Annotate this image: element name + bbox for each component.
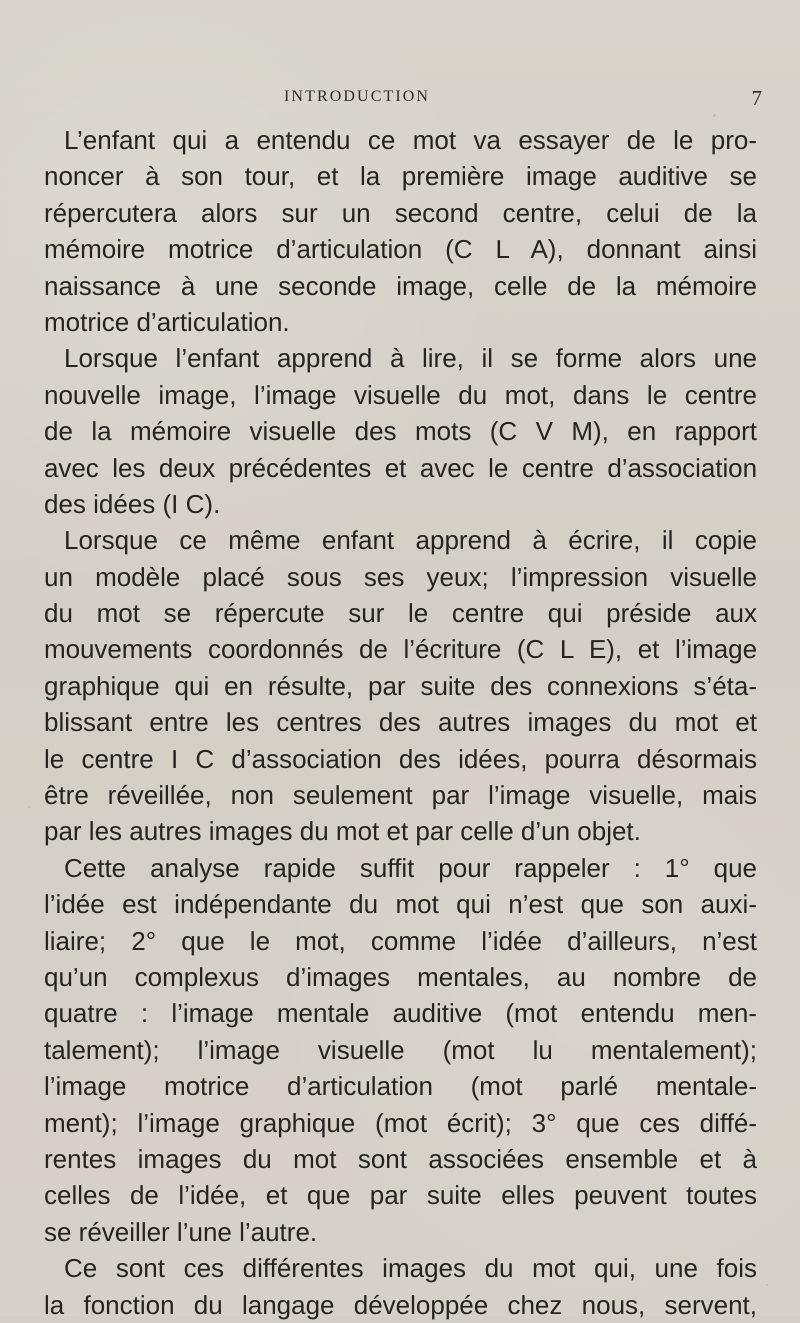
paper-speck xyxy=(28,806,30,808)
running-head: INTRODUCTION xyxy=(284,88,431,105)
page-number: 7 xyxy=(751,86,762,110)
text-line: mémoire motrice d’articulation (C L A), donnant ainsi xyxy=(44,234,757,265)
text-line: blissant entre les centres des autres images du mot et xyxy=(44,707,757,738)
body-text xyxy=(44,122,757,1323)
text-line: naissance à une seconde image, celle de la mémoire xyxy=(44,270,757,301)
text-line: Lorsque ce même enfant apprend à écrire, il copie xyxy=(64,525,757,556)
text-line: noncer à son tour, et la première image auditive se xyxy=(44,161,757,192)
text-line: motrice d’articulation. xyxy=(44,306,290,337)
paper-speck xyxy=(766,1284,768,1286)
text-line: nouvelle image, l’image visuelle du mot, dans le centre xyxy=(44,379,757,410)
text-line: du mot se répercute sur le centre qui préside aux xyxy=(44,598,757,629)
text-line: talement); l’image visuelle (mot lu mentalement); xyxy=(44,1034,757,1065)
text-line: se réveiller l’une l’autre. xyxy=(44,1216,318,1247)
text-line: être réveillée, non seulement par l’image visuelle, mais xyxy=(44,780,757,811)
text-line: la fonction du langage développée chez nous, servent, xyxy=(44,1289,757,1320)
text-line: avec les deux précédentes et avec le centre d’association xyxy=(44,452,757,483)
text-line: L’enfant qui a entendu ce mot va essayer de le pro- xyxy=(64,125,757,155)
text-line: qu’un complexus d’images mentales, au nombre de xyxy=(44,961,757,992)
text-line: liaire; 2° que le mot, comme l’idée d’ailleurs, n’est xyxy=(44,925,757,956)
text-line: répercutera alors sur un second centre, celui de la xyxy=(44,197,757,228)
text-line: l’image motrice d’articulation (mot parlé mentale- xyxy=(44,1071,757,1102)
text-line: graphique qui en résulte, par suite des connexions s’éta- xyxy=(44,670,757,701)
text-line: par les autres images du mot et par celle d’un objet. xyxy=(44,816,641,847)
text-line: celles de l’idée, et que par suite elles peuvent toutes xyxy=(44,1180,757,1211)
text-line: ment); l’image graphique (mot écrit); 3° que ces diffé- xyxy=(44,1107,757,1138)
text-line: des idées (I C). xyxy=(44,488,221,519)
text-line: mouvements coordonnés de l’écriture (C L E), et l’image xyxy=(44,634,757,665)
text-line: Lorsque l’enfant apprend à lire, il se forme alors une xyxy=(64,343,757,374)
text-line: rentes images du mot sont associées ensemble et à xyxy=(44,1143,757,1174)
text-line: le centre I C d’association des idées, pourra désormais xyxy=(44,743,757,774)
text-line: de la mémoire visuelle des mots (C V M), en rapport xyxy=(44,416,757,447)
paper-speck xyxy=(713,114,716,117)
text-line: Cette analyse rapide suffit pour rappeler : 1° que xyxy=(64,852,757,883)
text-line: l’idée est indépendante du mot qui n’est que son auxi- xyxy=(44,889,757,920)
text-line: Ce sont ces différentes images du mot qui, une fois xyxy=(64,1253,757,1284)
text-line: un modèle placé sous ses yeux; l’impression visuelle xyxy=(44,561,757,592)
text-line: quatre : l’image mentale auditive (mot entendu men- xyxy=(44,998,757,1029)
